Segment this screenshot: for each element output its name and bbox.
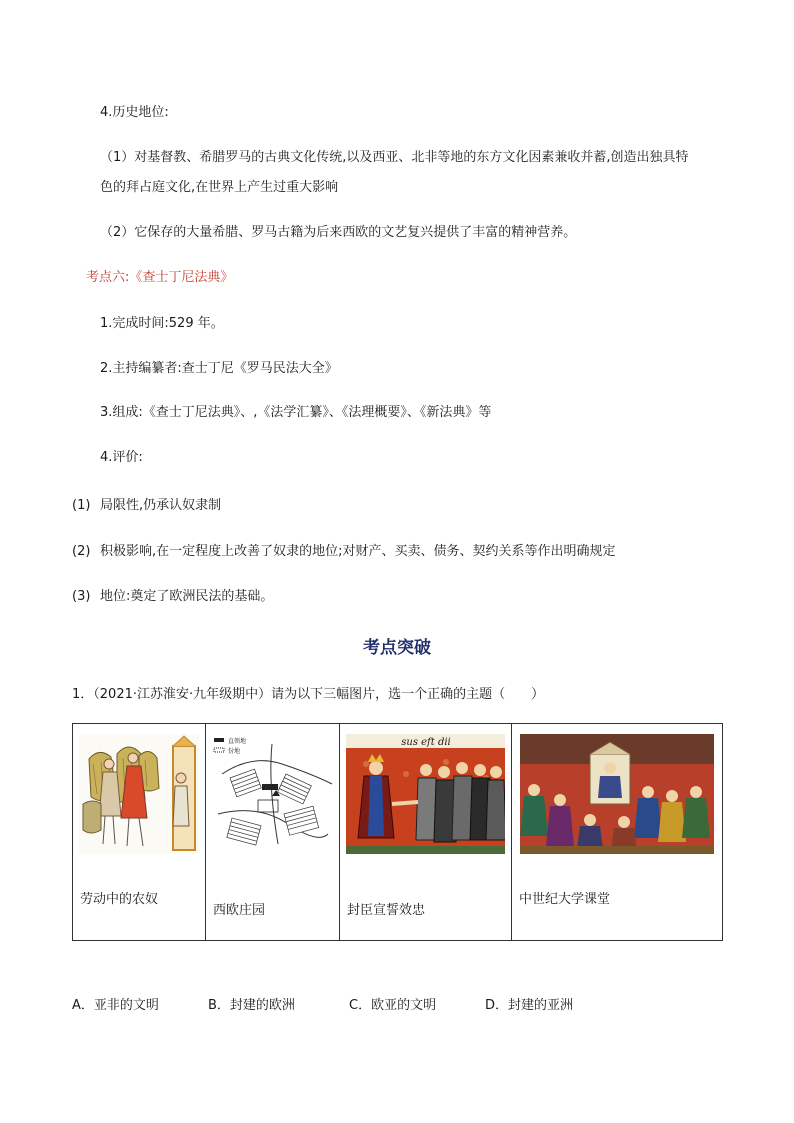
- serfs-illustration: [79, 734, 199, 854]
- university-classroom-illustration: [520, 734, 714, 854]
- question-stem: 1．（2021·江苏淮安·九年级期中）请为以下三幅图片，选一个正确的主题（ ）: [72, 687, 545, 702]
- eval-item: [72, 494, 221, 513]
- option-d[interactable]: D．封建的亚洲: [485, 998, 574, 1013]
- caption-manor: 西欧庄园: [213, 903, 266, 918]
- history-status-p2: （2）它保存的大量希腊、罗马古籍为后来西欧的文艺复兴提供了丰富的精神营养。: [100, 225, 577, 240]
- vassal-oath-illustration: [346, 734, 505, 854]
- picture-table: [72, 723, 723, 941]
- eval-text: 积极影响,在一定程度上改善了奴隶的地位;对财产、买卖、债务、契约关系等作出明确规定: [100, 544, 616, 559]
- eval-item: [72, 540, 616, 559]
- option-a[interactable]: A．亚非的文明: [72, 998, 159, 1013]
- picture-cell-manor: [206, 724, 340, 941]
- eval-num: (1): [72, 498, 91, 513]
- picture-cell-university: [512, 724, 723, 941]
- point6-item4: 4.评价:: [100, 450, 143, 465]
- eval-item: [72, 585, 273, 604]
- eval-num: (2): [72, 544, 91, 559]
- history-status-p1-line1: （1）对基督教、希腊罗马的古典文化传统,以及西亚、北非等地的东方文化因素兼收并蓄,创造出独具特: [100, 150, 689, 165]
- eval-text: 地位:奠定了欧洲民法的基础。: [100, 589, 274, 604]
- caption-university: 中世纪大学课堂: [519, 892, 611, 907]
- manor-map-diagram: [212, 734, 333, 854]
- picture-cell-vassal: [340, 724, 512, 941]
- history-status-p1-line2: 色的拜占庭文化,在世界上产生过重大影响: [100, 180, 339, 195]
- point6-title: 考点六:《查士丁尼法典》: [86, 270, 234, 285]
- option-c[interactable]: C．欧亚的文明: [349, 998, 437, 1013]
- manuscript-text: sus eft dii: [401, 737, 451, 748]
- eval-num: (3): [72, 589, 91, 604]
- point6-item1: 1.完成时间:529 年。: [100, 316, 224, 331]
- option-b[interactable]: B．封建的欧洲: [208, 998, 295, 1013]
- history-status-heading: 4.历史地位:: [100, 105, 169, 120]
- legend-holdings: 份地: [228, 748, 241, 755]
- caption-serfs: 劳动中的农奴: [80, 892, 159, 907]
- section-title: 考点突破: [363, 638, 431, 658]
- answer-options: [72, 994, 573, 1013]
- point6-item3: 3.组成:《查士丁尼法典》、,《法学汇纂》、《法理概要》、《新法典》等: [100, 405, 492, 420]
- legend-demesne: 直领地: [228, 738, 247, 745]
- eval-text: 局限性,仍承认奴隶制: [100, 498, 222, 513]
- caption-vassal: 封臣宣誓效忠: [347, 903, 426, 918]
- point6-item2: 2.主持编纂者:查士丁尼《罗马民法大全》: [100, 361, 338, 376]
- picture-cell-serfs: [73, 724, 206, 941]
